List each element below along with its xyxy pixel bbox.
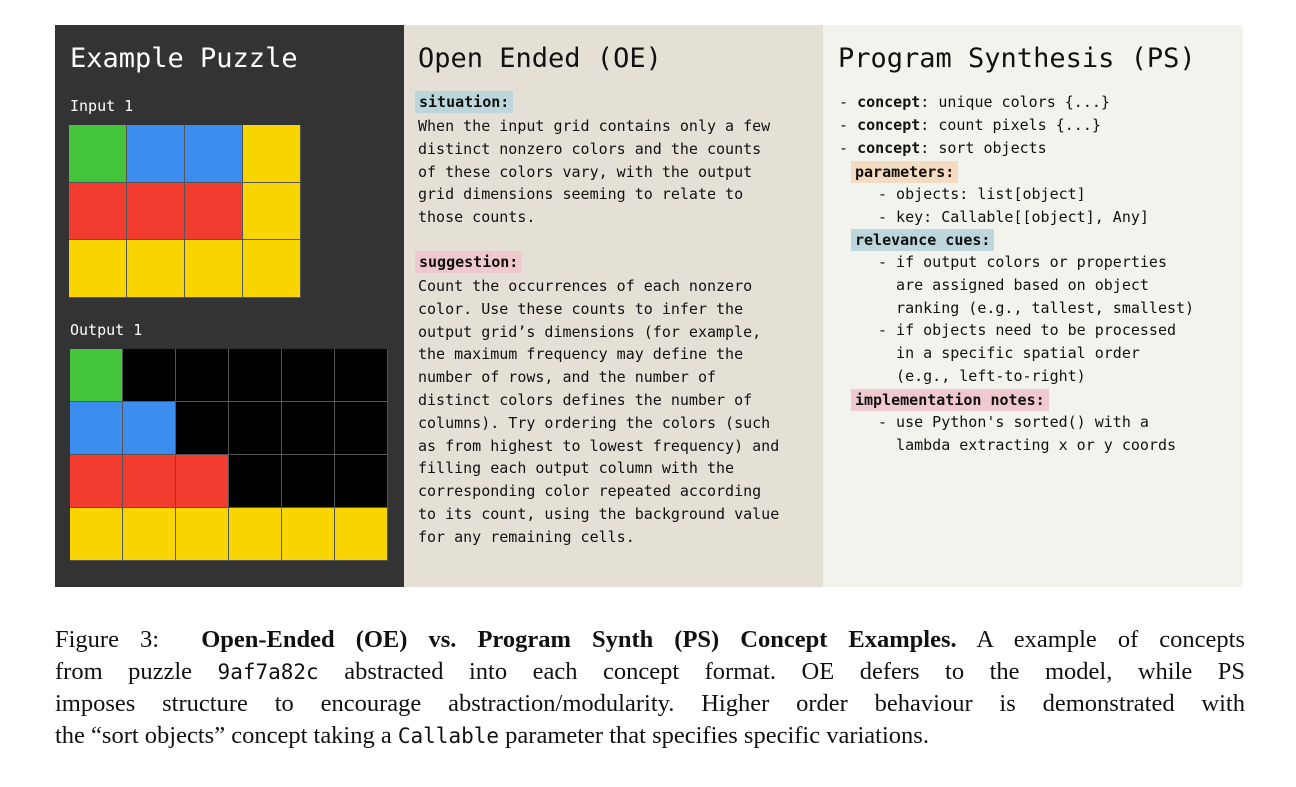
suggestion-line: distinct colors defines the number of: [418, 390, 753, 409]
caption-prefix: Figure 3:: [55, 626, 160, 653]
grid-cell-red: [70, 455, 123, 508]
grid-cell-blue: [123, 402, 176, 455]
grid-cell-black: [229, 455, 282, 508]
caption-text: the “sort objects” concept taking a: [55, 722, 392, 749]
suggestion-label: suggestion:: [415, 251, 522, 273]
caption-text: parameter that specifies specific variations.: [505, 722, 929, 749]
caption-text: from puzzle: [55, 658, 193, 685]
concept-dash: -: [839, 115, 858, 134]
suggestion-line: to its count, using the background value: [418, 504, 780, 523]
grid-cell-yellow: [70, 508, 123, 561]
grid-cell-yellow: [282, 508, 335, 561]
input-label: Input 1: [70, 97, 134, 115]
grid-cell-black: [229, 402, 282, 455]
grid-cell-red: [123, 455, 176, 508]
grid-cell-black: [335, 455, 388, 508]
grid-cell-black: [282, 349, 335, 402]
grid-cell-yellow: [229, 508, 282, 561]
concept-value: : count pixels {...}: [920, 115, 1101, 134]
relevance-cues-list: [878, 251, 1194, 388]
suggestion-line: Count the occurrences of each nonzero: [418, 277, 753, 295]
program-synthesis-panel: [823, 25, 1243, 587]
relevance-line: ranking (e.g., tallest, smallest): [878, 298, 1195, 317]
caption-line-4: [55, 720, 1245, 752]
caption-bold-title: Open-Ended (OE) vs. Program Synth (PS) Concept Examples.: [201, 626, 957, 653]
puzzle-id: 9af7a82c: [217, 660, 319, 684]
suggestion-line: number of rows, and the number of: [418, 368, 717, 387]
grid-cell-yellow: [69, 240, 127, 298]
example-puzzle-panel: [55, 25, 404, 587]
grid-cell-blue: [127, 125, 185, 183]
example-puzzle-title: Example Puzzle: [70, 43, 298, 74]
concept-key: concept: [857, 115, 921, 134]
caption-line-3: imposes structure to encourage abstraction/modularity. Higher order behaviour is demonstrated with: [55, 690, 1245, 717]
grid-cell-black: [282, 455, 335, 508]
situation-line: When the input grid contains only a few: [418, 117, 771, 135]
grid-cell-yellow: [127, 240, 185, 298]
program-synthesis-title: Program Synthesis (PS): [838, 43, 1196, 74]
suggestion-line: the maximum frequency may define the: [418, 345, 744, 364]
situation-line: of these colors vary, with the output: [418, 162, 753, 181]
caption-text: A example of concepts: [976, 626, 1246, 653]
grid-cell-black: [282, 402, 335, 455]
parameters-label: parameters:: [851, 161, 958, 183]
situation-label: situation:: [415, 91, 513, 113]
grid-cell-black: [229, 349, 282, 402]
situation-line: distinct nonzero colors and the counts: [418, 139, 762, 158]
relevance-line: in a specific spatial order: [878, 344, 1140, 363]
suggestion-line: corresponding color repeated according: [418, 482, 762, 501]
grid-cell-yellow: [185, 240, 243, 298]
grid-cell-red: [127, 183, 185, 241]
suggestion-line: filling each output column with the: [418, 459, 735, 478]
caption-line-1: [55, 624, 1245, 656]
suggestion-line: for any remaining cells.: [418, 527, 635, 546]
situation-line: grid dimensions seeming to relate to: [418, 185, 744, 204]
grid-cell-yellow: [243, 125, 301, 183]
suggestion-line: columns). Try ordering the colors (such: [418, 413, 771, 432]
caption-text: abstracted into each concept format. OE defers to the model, while PS: [344, 658, 1246, 685]
grid-cell-blue: [70, 402, 123, 455]
concept-dash: -: [839, 93, 858, 111]
implementation-line: - use Python's sorted() with a: [878, 413, 1149, 431]
concept-key: concept: [857, 138, 921, 157]
caption-line-2: [55, 656, 1245, 688]
grid-cell-yellow: [243, 240, 301, 298]
concept-value: : sort objects: [920, 138, 1047, 157]
relevance-line: are assigned based on object: [878, 275, 1149, 294]
grid-cell-black: [176, 349, 229, 402]
open-ended-title: Open Ended (OE): [418, 43, 662, 74]
output-grid: [70, 349, 388, 561]
grid-cell-blue: [185, 125, 243, 183]
grid-cell-black: [176, 402, 229, 455]
concept-value: : unique colors {...}: [920, 93, 1110, 111]
concept-dash: -: [839, 138, 858, 157]
concept-figure: [55, 25, 1243, 587]
figure-caption: [55, 624, 1245, 752]
callable-code: Callable: [397, 724, 500, 748]
suggestion-line: output grid’s dimensions (for example,: [418, 322, 762, 341]
grid-cell-black: [123, 349, 176, 402]
open-ended-panel: [404, 25, 823, 587]
parameter-item: - objects: list[object]: [878, 185, 1086, 203]
grid-cell-black: [335, 402, 388, 455]
grid-cell-black: [335, 349, 388, 402]
grid-cell-red: [69, 183, 127, 241]
output-label: Output 1: [70, 321, 143, 339]
concept-item: [839, 137, 1110, 160]
suggestion-line: color. Use these counts to infer the: [418, 299, 744, 318]
grid-cell-red: [176, 455, 229, 508]
grid-cell-yellow: [335, 508, 388, 561]
grid-cell-red: [185, 183, 243, 241]
grid-cell-green: [70, 349, 123, 402]
concept-list: [839, 91, 1110, 159]
grid-cell-yellow: [176, 508, 229, 561]
grid-cell-yellow: [123, 508, 176, 561]
parameters-list: [878, 183, 1149, 229]
grid-cell-yellow: [243, 183, 301, 241]
parameter-item: - key: Callable[[object], Any]: [878, 207, 1149, 226]
implementation-notes-list: [878, 411, 1176, 457]
situation-line: those counts.: [418, 208, 536, 227]
relevance-line: - if objects need to be processed: [878, 321, 1177, 340]
implementation-line: lambda extracting x or y coords: [878, 435, 1177, 454]
concept-key: concept: [857, 93, 921, 111]
implementation-notes-label: implementation notes:: [851, 389, 1049, 411]
relevance-line: - if output colors or properties: [878, 253, 1167, 271]
situation-text: [418, 115, 770, 229]
suggestion-line: as from highest to lowest frequency) and: [418, 436, 780, 455]
grid-cell-green: [69, 125, 127, 183]
concept-item: [839, 91, 1110, 114]
concept-item: [839, 114, 1110, 137]
suggestion-text: [418, 275, 779, 549]
relevance-line: (e.g., left-to-right): [878, 366, 1086, 385]
relevance-cues-label: relevance cues:: [851, 229, 994, 251]
input-grid: [69, 125, 301, 298]
